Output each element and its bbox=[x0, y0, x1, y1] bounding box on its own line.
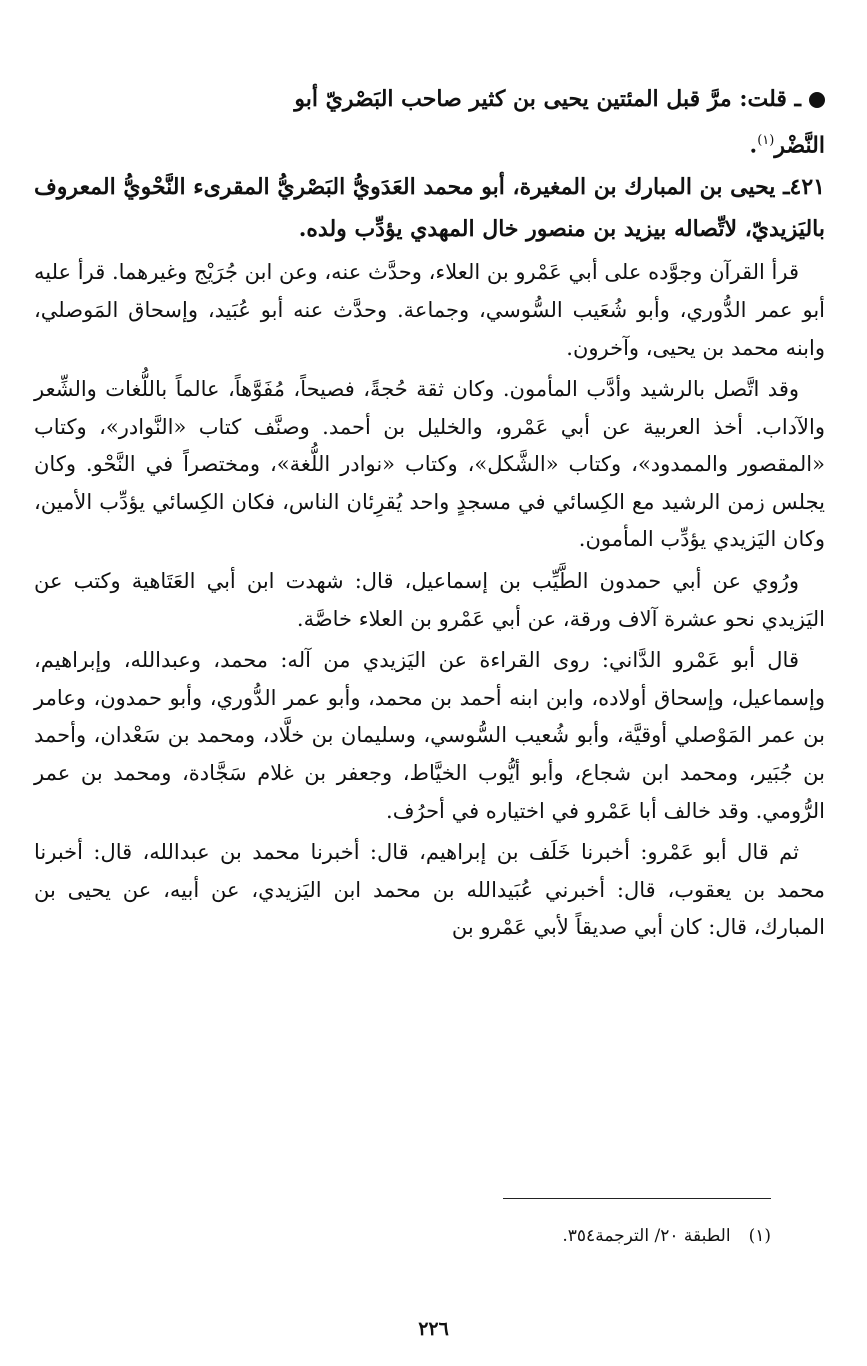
page-number: ٢٢٦ bbox=[418, 1318, 449, 1340]
paragraph-3: ورُوي عن أبي حمدون الطَّيِّب بن إسماعيل، قال: شهدت ابن أبي العَتَاهية وكتب عن اليَزيدي نحو عشرة آلاف ورقة، عن أبي عَمْرو بن العلاء خاصَّة. bbox=[34, 569, 825, 631]
paragraph-2: وقد اتَّصل بالرشيد وأدَّب المأمون. وكان ثقة حُجةً، فصيحاً، مُفَوَّهاً، عالماً باللُّغات والشِّعر والآداب. أخذ العربية عن أبي عَمْرو، والخليل بن أحمد. وصنَّف كتاب «النَّوادر»، وكتاب «المقصور والممدود»، وكتاب «الشَّكل»، وكتاب «نوادر اللُّغة»، ومختصراً في النَّحْو. وكان يجلس زمن الرشيد مع الكِسائي في مسجدٍ واحد يُقرِئان الناس، فكان الكِسائي يؤدِّب الأمين، وكان اليَزيدي يؤدِّب المأمون. bbox=[34, 377, 825, 552]
note-line-2: النَّضْر bbox=[774, 132, 825, 159]
footnote bbox=[562, 1226, 771, 1246]
note-line bbox=[34, 78, 825, 120]
note-line-1: ـ قلت: مرَّ قبل المئتين يحيى بن كثير صاحب البَصْريّ أبو bbox=[294, 86, 801, 112]
paragraph-1: قرأ القرآن وجوَّده على أبي عَمْرو بن العلاء، وحدَّث عنه، وعن ابن جُرَيْج وغيرهما. قرأ عليه أبو عمر الدُّوري، وأبو شُعَيب السُّوسي، وجماعة. وحدَّث عنه أبو عُبَيد، وإسحاق المَوصلي، وابنه محمد بن يحيى، وآخرون. bbox=[34, 260, 825, 360]
paragraph-4: قال أبو عَمْرو الدَّاني: روى القراءة عن اليَزيدي من آله: محمد، وعبدالله، وإبراهيم، وإسماعيل، وإسحاق أولاده، وابن ابنه أحمد بن محمد، وأبو عمر الدُّوري، وأبو حمدون، وعامر بن عمر المَوْصلي أوقيَّة، وأبو شُعيب السُّوسي، وسليمان بن خلَّاد، ومحمد بن سَعْدان، وأحمد بن جُبَير، ومحمد ابن شجاع، وأبو أيُّوب الخيَّاط، وجعفر بن غلام سَجَّادة، ومحمد بن عمر الرُّومي. وقد خالف أبا عَمْرو في اختياره في أحرُف. bbox=[34, 648, 825, 823]
paragraph-5: ثم قال أبو عَمْرو: أخبرنا خَلَف بن إبراهيم، قال: أخبرنا محمد بن عبدالله، قال: أخبرنا محمد بن يعقوب، قال: أخبرني عُبَيدالله بن محمد ابن اليَزيدي، عن أبيه، عن يحيى بن المبارك، قال: كان أبي صديقاً لأبي عَمْرو بن bbox=[34, 840, 825, 940]
bullet-icon bbox=[809, 92, 825, 108]
note-line-continued bbox=[34, 120, 825, 166]
footnote-text: الطبقة ٢٠/ الترجمة٣٥٤. bbox=[562, 1226, 731, 1246]
footnote-number: (١) bbox=[748, 1226, 771, 1246]
entry-heading: ٤٢١ـ يحيى بن المبارك بن المغيرة، أبو محمد العَدَويُّ البَصْريُّ المقرىء النَّحْويُّ المعروف باليَزيديّ، لاتِّصاله بيزيد بن منصور خال المهدي يؤدِّب ولده. bbox=[34, 174, 825, 243]
note-end: . bbox=[749, 132, 758, 159]
footnote-divider bbox=[503, 1198, 771, 1199]
footnote-marker: (١) bbox=[757, 133, 775, 148]
